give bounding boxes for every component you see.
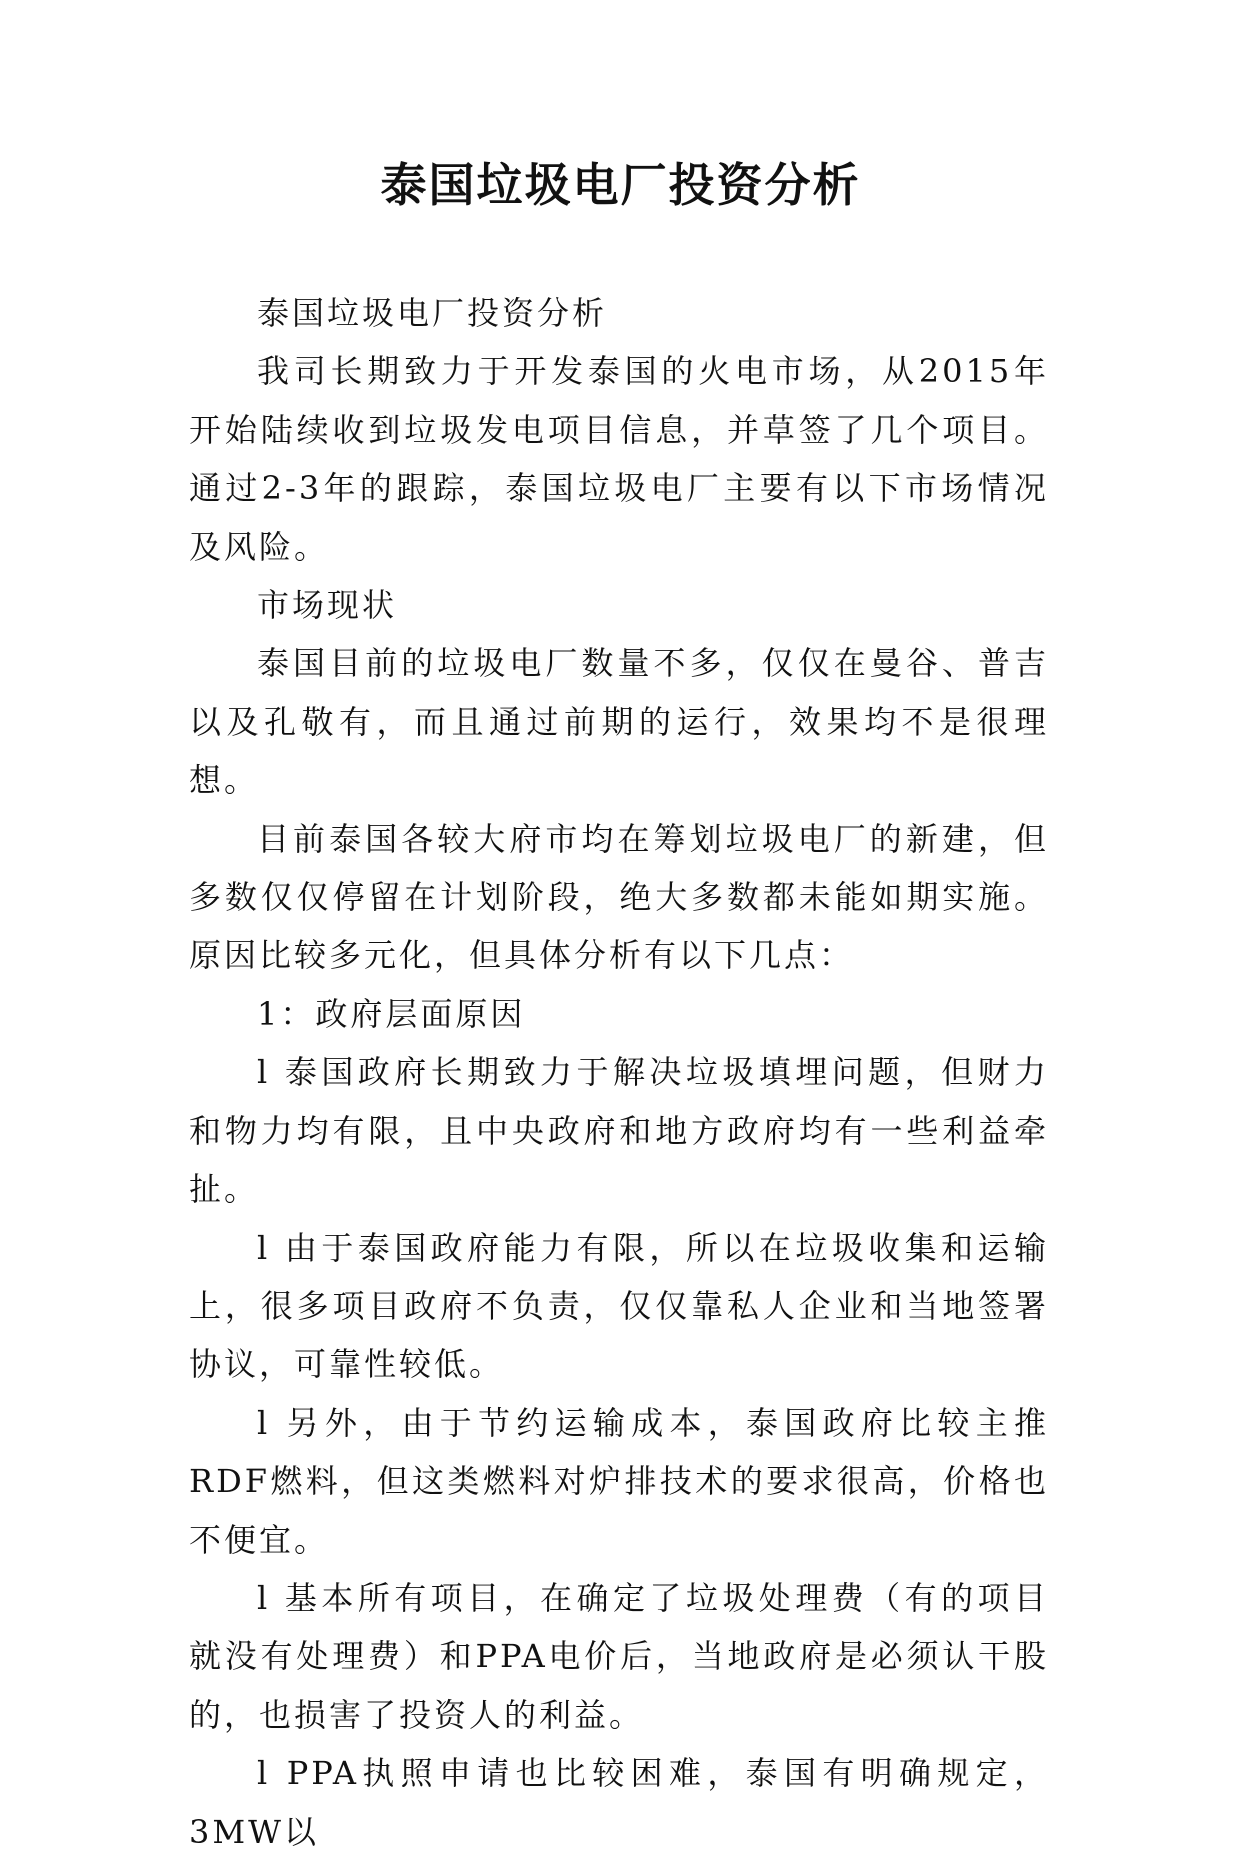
document-title: 泰国垃圾电厂投资分析 — [380, 158, 861, 212]
paragraph-subtitle: 泰国垃圾电厂投资分析 — [257, 294, 608, 332]
paragraph-market-1: 泰国目前的垃圾电厂数量不多，仅仅在曼谷、普吉以及孔敬有，而且通过前期的运行，效果均不是很理想。 — [189, 644, 1049, 800]
section-heading-market: 市场现状 — [257, 586, 398, 625]
bullet-paragraph: l 泰国政府长期致力于解决垃圾填埋问题，但财力和物力均有限，且中央政府和地方政府均有一些利益牵扯。 — [189, 1053, 1049, 1209]
bullet-paragraph: l PPA执照申请也比较困难，泰国有明确规定，3MW以 — [189, 1754, 1049, 1851]
paragraph-market-2: 目前泰国各较大府市均在筹划垃圾电厂的新建，但多数仅仅停留在计划阶段，绝大多数都未能如期实施。原因比较多元化，但具体分析有以下几点： — [189, 819, 1049, 975]
bullet-paragraph: l 另外，由于节约运输成本，泰国政府比较主推RDF燃料，但这类燃料对炉排技术的要求很高，价格也不便宜。 — [189, 1403, 1049, 1559]
bullet-paragraph: l 基本所有项目，在确定了垃圾处理费（有的项目就没有处理费）和PPA电价后，当地政府是必须认干股的，也损害了投资人的利益。 — [189, 1578, 1049, 1734]
document-body — [189, 284, 1049, 1861]
paragraph-intro: 我司长期致力于开发泰国的火电市场，从2015年开始陆续收到垃圾发电项目信息，并草签了几个项目。通过2-3年的跟踪，泰国垃圾电厂主要有以下市场情况及风险。 — [189, 352, 1049, 566]
section-heading-government: 1：政府层面原因 — [257, 994, 526, 1033]
bullet-paragraph: l 由于泰国政府能力有限，所以在垃圾收集和运输上，很多项目政府不负责，仅仅靠私人企业和当地签署协议，可靠性较低。 — [189, 1228, 1049, 1384]
